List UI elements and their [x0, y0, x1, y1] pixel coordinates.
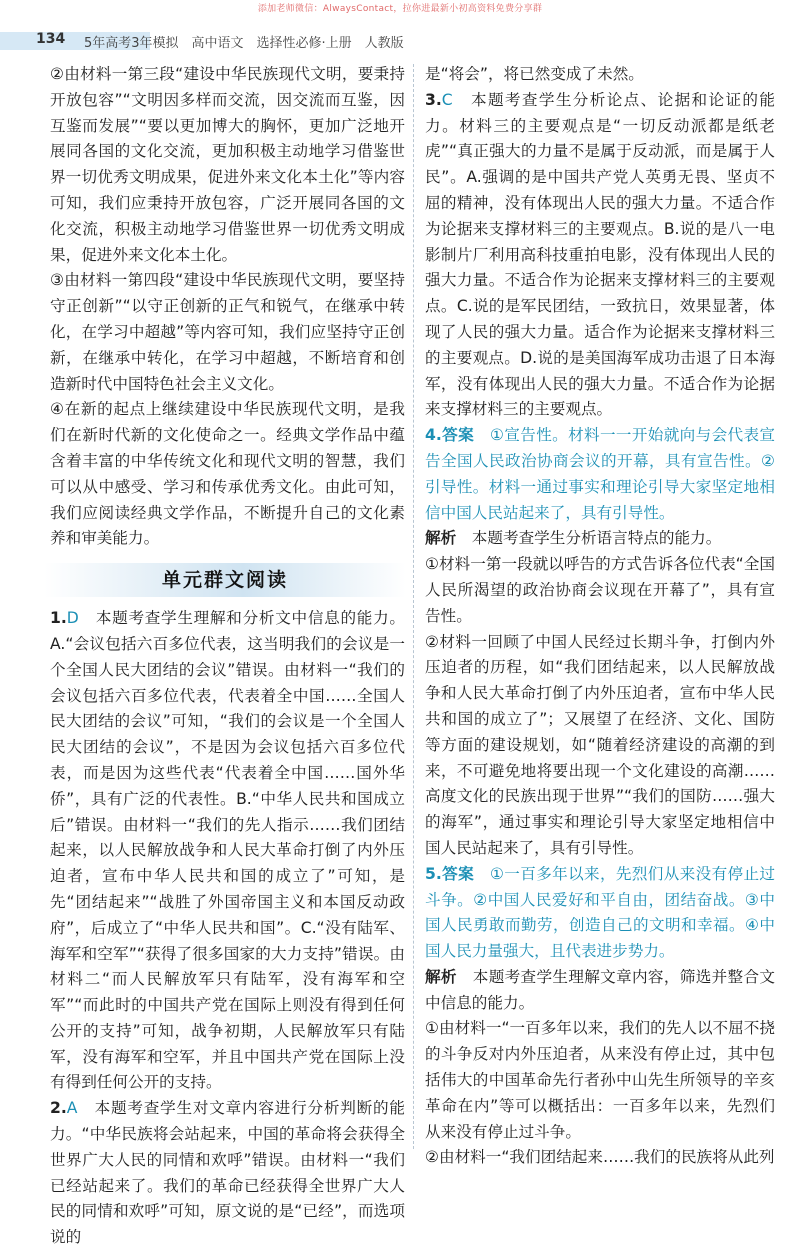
question-text: 本题考查学生分析论点、论据和论证的能力。材料三的主要观点是“一切反动派都是纸老虎”“真正强大的力量不是属于反动派，而是属于人民”。A.强调的是中国共产党人英勇无畏、坚贞不屈的精神，没有体现出人民的强大力量。不适合作为论据来支撑材料三的主要观点。B.说的是八一电影制片厂利用高科技重拍电影，没有体现出人民的强大力量。不适合作为论据来支撑材料三的主要观点。C.说的是军民团结，一致抗日，效果显著，体现了人民的强大力量。适合作为论据来支撑材料三的主要观点。D.说的是美国海军成功击退了日本海军，没有体现出人民的强大力量。不适合作为论据来支撑材料三的主要观点。 — [425, 90, 775, 419]
answer-text: ①宣告性。材料一一开始就向与会代表宣告全国人民政治协商会议的开幕，具有宣告性。②引导性。材料一通过事实和理论引导大家坚定地相信中国人民站起来了，具有引导性。 — [425, 426, 775, 522]
question-2 — [50, 1096, 405, 1251]
analysis-intro: 本题考查学生理解文章内容，筛选并整合文中信息的能力。 — [425, 967, 775, 1012]
question-4-analysis — [425, 526, 775, 552]
paragraph: ③由材料一第四段“建设中华民族现代文明，要坚持守正创新”“以守正创新的正气和锐气，在继承中转化，在学习中超越”等内容可知，我们应坚持守正创新，在继承中转化，在学习中超越，不断培育和创造新时代中国特色社会主义文化。 — [50, 271, 405, 393]
right-column — [425, 62, 775, 1171]
question-number: 5. — [425, 864, 442, 883]
answer-label: 答案 — [441, 426, 475, 445]
question-4-answer — [425, 423, 775, 526]
section-heading — [44, 563, 406, 597]
answer-label: 答案 — [441, 864, 475, 883]
column-divider — [413, 64, 414, 1149]
answer-letter: C — [441, 90, 453, 109]
page-header — [0, 27, 800, 55]
analysis-label: 解析 — [425, 967, 457, 986]
question-5-analysis — [425, 965, 775, 1017]
paragraph: ②材料一回顾了中国人民经过长期斗争，打倒内外压迫者的历程，如“我们团结起来，以人民解放战争和人民大革命打倒了内外压迫者，宣布中华人民共和国的成立了”；又展望了在经济、文化、国防等方面的建设规划，如“随着经济建设的高潮的到来，不可避免地将要出现一个文化建设的高潮……高度文化的民族出现于世界”“我们的国防……强大的海军”，通过事实和理论引导大家坚定地相信中国人民站起来了，具有引导性。 — [425, 632, 775, 857]
question-number: 1. — [50, 609, 67, 628]
question-number: 2. — [50, 1099, 67, 1118]
page-number: 134 — [36, 31, 66, 47]
question-3 — [425, 88, 775, 423]
question-5-answer — [425, 862, 775, 965]
question-text: 本题考查学生理解和分析文中信息的能力。A.“会议包括六百多位代表，这当明我们的会议是一个全国人民大团结的会议”错误。由材料一“我们的会议包括六百多位代表，代表着全中国……全国人民大团结的会议”可知，“我们的会议是一个全国人民大团结的会议”，不是因为会议包括六百多位代表，而是因为这些代表“代表着全中国……国外华侨”，具有广泛的代表性。B.“中华人民共和国成立后”错误。由材料一“我们的先人指示……我们团结起来，以人民解放战争和人民大革命打倒了内外压迫者，宣布中华人民共和国的成立了”可知，是先“团结起来”“战胜了外国帝国主义和本国反动政府”，后成立了“中华人民共和国”。C.“没有陆军、海军和空军”“获得了很多国家的大力支持”错误。由材料二“而人民解放军只有陆军，没有海军和空军”“而此时的中国共产党在国际上则没有得到任何公开的支持”可知，战争初期，人民解放军只有陆军，没有海军和空军，并且中国共产党在国际上没有得到任何公开的支持。 — [50, 609, 405, 1092]
question-text: 本题考查学生对文章内容进行分析判断的能力。“中华民族将会站起来，中国的革命将会获得全世界广大人民的同情和欢呼”错误。由材料一“我们已经站起来了。我们的革命已经获得全世界广大人民的同情和欢呼”可知，原文说的是“已经”，而选项说的 — [50, 1099, 405, 1247]
paragraph: ④在新的起点上继续建设中华民族现代文明，是我们在新时代新的文化使命之一。经典文学作品中蕴含着丰富的中华传统文化和现代文明的智慧，我们可以从中感受、学习和传承优秀文化。由此可知，我们应阅读经典文学作品，不断提升自己的文化素养和审美能力。 — [50, 400, 405, 548]
left-column — [50, 62, 405, 1251]
watermark: 添加老师微信：AlwaysContact，拉你进最新小初高资料免费分享群 — [257, 4, 543, 14]
question-1 — [50, 606, 405, 1096]
paragraph: ②由材料一“我们团结起来……我们的民族将从此列 — [425, 1148, 775, 1167]
question-number: 4. — [425, 426, 442, 445]
paragraph: 是“将会”，将已然变成了未然。 — [425, 65, 644, 83]
paragraph: ①材料一第一段就以呼告的方式告诉各位代表“全国人民所渴望的政治协商会议现在开幕了”，具有宣告性。 — [425, 555, 775, 625]
analysis-label: 解析 — [425, 529, 457, 548]
paragraph: ②由材料一第三段“建设中华民族现代文明，要秉持开放包容”“文明因多样而交流，因交流而互鉴，因互鉴而发展”“要以更加博大的胸怀，更加广泛地开展同各国的文化交流，更加积极主动地学习借鉴世界一切优秀文明成果，促进外来文化本土化”等内容可知，我们应秉持开放包容，广泛开展同各国的文化交流，积极主动地学习借鉴世界一切优秀文明成果，促进外来文化本土化。 — [50, 65, 405, 264]
answer-letter: D — [66, 609, 79, 628]
book-title: 5年高考3年模拟 高中语文 选择性必修·上册 人教版 — [84, 36, 404, 51]
section-title: 单元群文阅读 — [161, 569, 288, 592]
question-number: 3. — [425, 90, 442, 109]
answer-letter: A — [66, 1099, 78, 1118]
analysis-intro: 本题考查学生分析语言特点的能力。 — [456, 529, 722, 548]
answer-text: ①一百多年以来，先烈们从来没有停止过斗争。②中国人民爱好和平自由，团结奋战。③中国人民勇敢而勤劳，创造自己的文明和幸福。④中国人民力量强大，且代表进步势力。 — [425, 864, 775, 961]
paragraph: ①由材料一“一百多年以来，我们的先人以不屈不挠的斗争反对内外压迫者，从来没有停止过，其中包括伟大的中国革命先行者孙中山先生所领导的辛亥革命在内”等可以概括出：一百多年以来，先烈们从来没有停止过斗争。 — [425, 1019, 775, 1141]
